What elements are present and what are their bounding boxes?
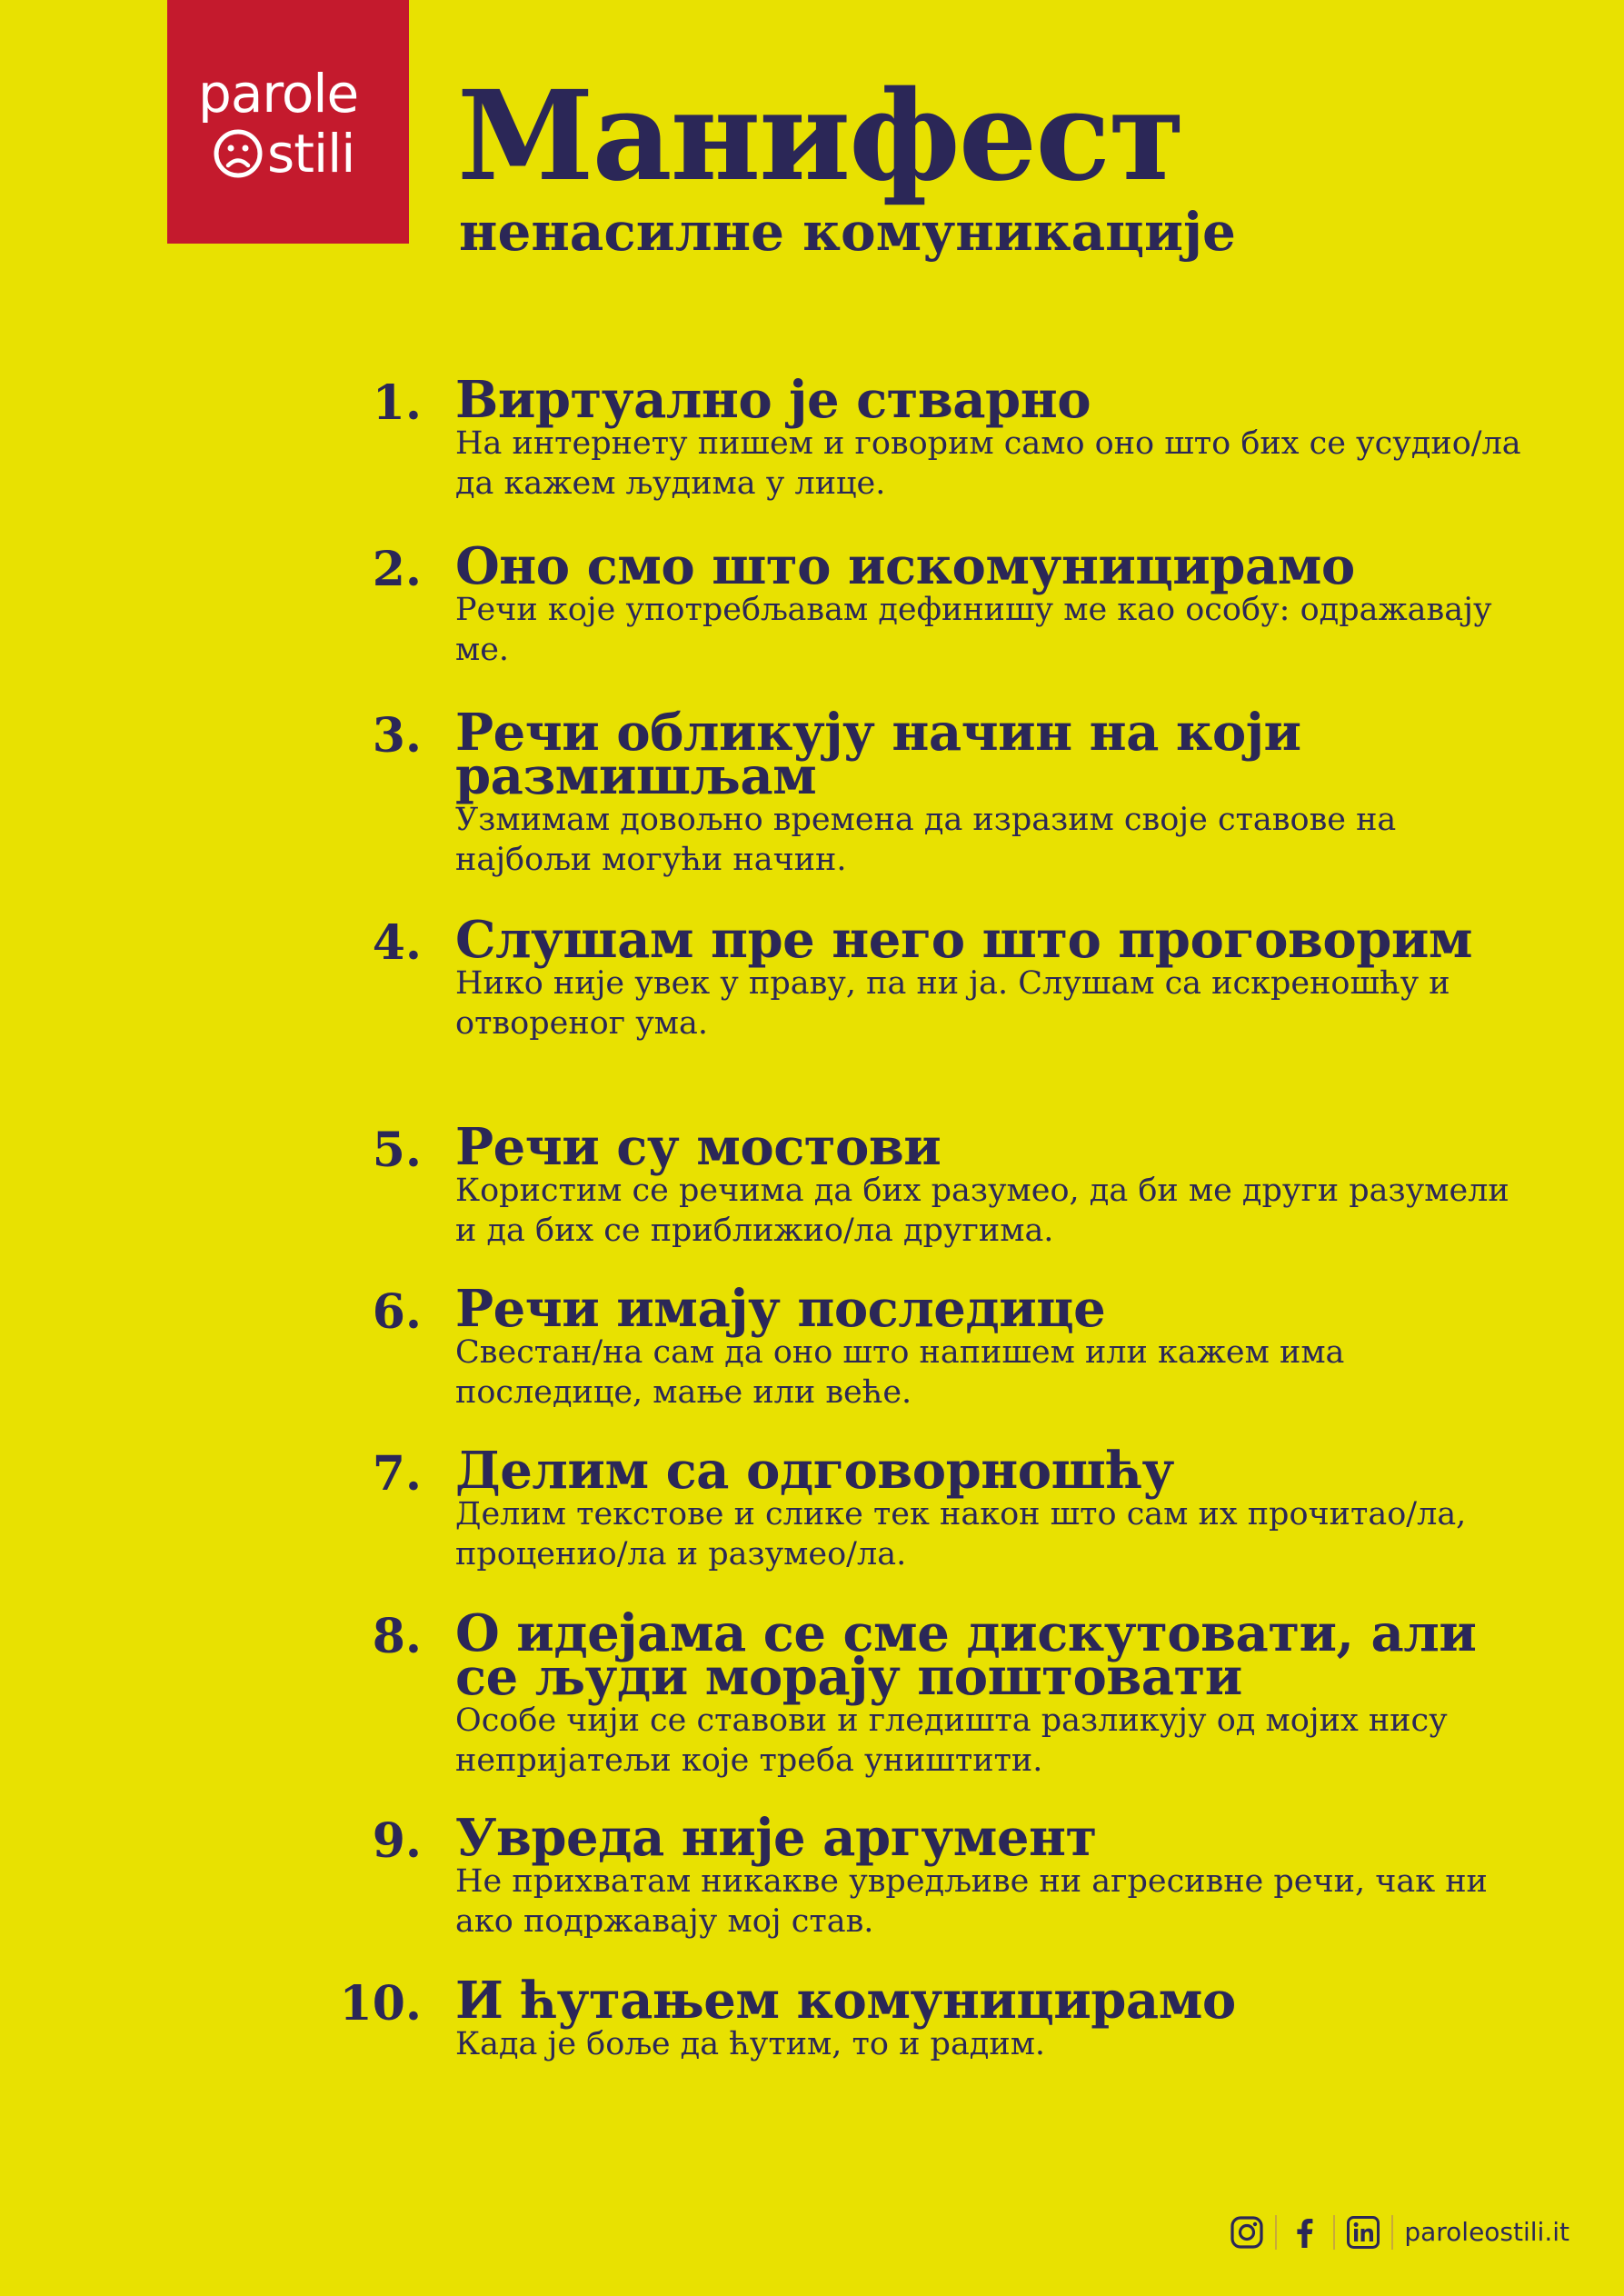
item-text: Узмимам довољно времена да изразим своје ставове на најбољи могући начин.: [455, 802, 1397, 878]
logo-row-stili: [213, 123, 355, 185]
item-title: Слушам пре него што проговорим: [455, 910, 1473, 970]
item-content: [455, 1117, 1528, 1251]
item-title: И ћутањем комуницирамо: [455, 1971, 1236, 2031]
page-subtitle: ненасилне комуникације: [459, 201, 1236, 263]
item-text: Нико није увек у праву, па ни ја. Слушам са искреношћу и отвореног ума.: [455, 965, 1450, 1042]
item-title: Оно смо што искомуницирамо: [455, 536, 1355, 596]
item-content: [455, 910, 1528, 1043]
footer-divider: [1275, 2215, 1277, 2250]
item-text: Речи које употребљавам дефинишу ме као особу: одражавају ме.: [455, 592, 1492, 668]
item-content: [455, 1441, 1528, 1574]
logo-word-stili: stili: [267, 123, 355, 185]
item-content: [455, 1603, 1528, 1781]
footer-divider: [1391, 2215, 1393, 2250]
item-number: 6.: [372, 1284, 422, 1340]
item-number: 4.: [372, 915, 422, 971]
footer-social: [1230, 2211, 1569, 2254]
item-content: [455, 1971, 1528, 2064]
item-number: 2.: [372, 542, 422, 597]
item-title: Виртуално је стварно: [455, 370, 1091, 430]
item-content: [455, 1808, 1528, 1942]
item-title: Речи су мостови: [455, 1117, 942, 1177]
website-link[interactable]: paroleostili.it: [1404, 2217, 1569, 2247]
item-content: [455, 536, 1528, 670]
facebook-icon[interactable]: [1288, 2215, 1322, 2250]
item-number: 10.: [339, 1976, 422, 2031]
item-number: 3.: [372, 708, 422, 764]
item-title: Увреда није аргумент: [455, 1808, 1097, 1868]
footer-divider: [1333, 2215, 1335, 2250]
item-content: [455, 370, 1528, 504]
page-title: Манифест: [457, 64, 1184, 209]
item-text: На интернету пишем и говорим само оно што бих се усудио/ла да кажем људима у лице.: [455, 425, 1521, 502]
instagram-icon[interactable]: [1230, 2215, 1264, 2250]
item-text: Особе чији се ставови и гледишта разликују од мојих нису непријатељи које треба уништити.: [455, 1702, 1448, 1779]
item-text: Свестан/на сам да оно што напишем или кажем има последице, мање или веће.: [455, 1334, 1345, 1411]
item-number: 8.: [372, 1609, 422, 1664]
item-text: Користим се речима да бих разумео, да би ме други разумели и да бих се приближио/ла другима.: [455, 1173, 1509, 1249]
sad-face-icon: [213, 128, 264, 179]
item-text: Када је боље да ћутим, то и радим.: [455, 2026, 1046, 2062]
item-number: 5.: [372, 1123, 422, 1178]
logo-word-parole: parole: [198, 63, 359, 125]
item-title: Делим са одговорношћу: [455, 1441, 1174, 1501]
item-content: [455, 703, 1528, 880]
linkedin-icon[interactable]: [1346, 2215, 1380, 2250]
item-text: Не прихватам никакве увредљиве ни агресивне речи, чак ни ако подржавају мој став.: [455, 1863, 1488, 1940]
item-title: О идејама се сме дискутовати, али се људи морају поштовати: [455, 1603, 1477, 1707]
item-number: 1.: [372, 375, 422, 431]
item-title: Речи имају последице: [455, 1279, 1106, 1339]
brand-logo: [167, 0, 409, 244]
item-title: Речи обликују начин на који размишљам: [455, 703, 1301, 806]
item-number: 9.: [372, 1813, 422, 1869]
item-text: Делим текстове и слике тек након што сам их прочитао/ла, проценио/ла и разумео/ла.: [455, 1496, 1467, 1572]
item-number: 7.: [372, 1446, 422, 1502]
item-content: [455, 1279, 1528, 1413]
